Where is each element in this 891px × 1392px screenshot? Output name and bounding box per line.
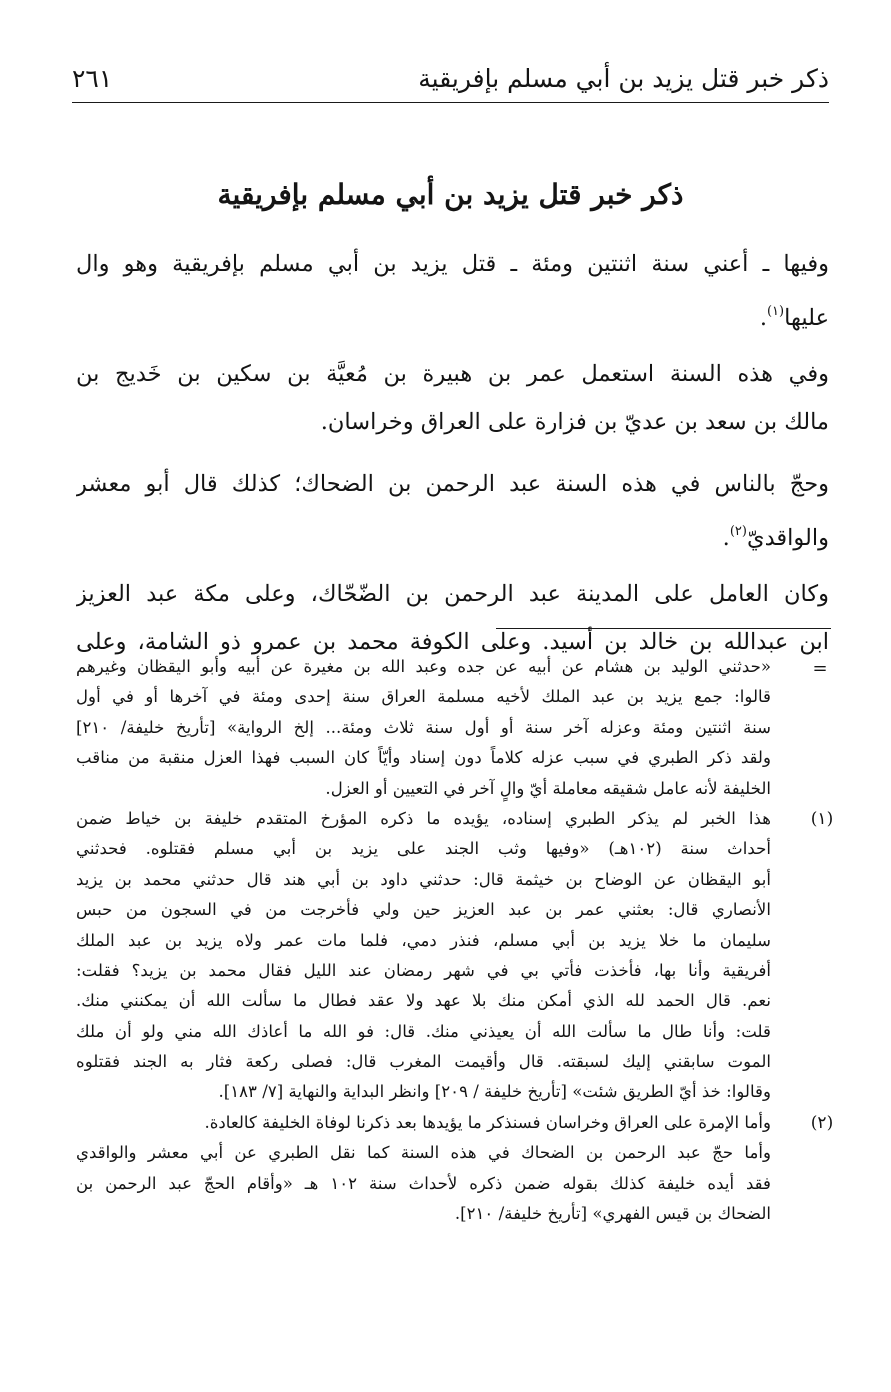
- body-line: [76, 508, 829, 556]
- running-title: ذكر خبر قتل يزيد بن أبي مسلم بإفريقية: [418, 64, 829, 93]
- footnote-line: وأما الإمرة على العراق وخراسان فسنذكر ما يؤيدها بعد ذكرنا لوفاة الخليفة كالعادة.: [204, 1112, 771, 1132]
- footnote-line: وأما حجّ عبد الرحمن بن الضحاك في هذه السنة كما نقل الطبري عن أبي معشر والواقدي: [76, 1143, 771, 1163]
- footnote-rule: [496, 628, 831, 629]
- body-line: ابن عبدالله بن خالد بن أسيد. وعلى الكوفة محمد بن عمرو ذو الشامة، وعلى: [76, 629, 829, 655]
- footnote-line: الأنصاري قال: بعثني عمر بن عبد العزيز حين ولي فأخرجت من في السجون من حبس: [76, 900, 771, 920]
- footnote-line: أفريقية وأنا بها، فأخذت فأتي بي في شهر رمضان عند الليل فقال محمد بن يزيد؟ فقلت:: [76, 960, 771, 980]
- page-number: ٢٦١: [72, 64, 113, 93]
- footnote-line: سليمان ما خلا يزيد بن أبي مسلم، فنذر دمي، فلما مات عمر ولاه يزيد بن عبد الملك: [76, 930, 771, 950]
- footnote-line: الخليفة لأنه عامل شقيقه معاملة أيّ والٍ آخر في التعيين أو العزل.: [325, 778, 771, 798]
- footnote-ref-1[interactable]: (١): [766, 304, 785, 319]
- footnote-continuation: [76, 652, 833, 804]
- footnote-body: [76, 652, 771, 804]
- footnote-line: نعم. قال الحمد لله الذي أمكن منك بلا عهد ولا عقد فطال ما سألت الله أن يمكنني منك.: [76, 991, 771, 1011]
- body-line: مالك بن سعد بن عديّ بن فزارة على العراق وخراسان.: [320, 409, 829, 435]
- footnote-body: [76, 804, 771, 1108]
- footnote-line: وقالوا: خذ أيّ الطريق شئت» [تأريخ خليفة / ٢٠٩] وانظر البداية والنهاية [٧/ ١٨٣].: [218, 1082, 771, 1102]
- footnote-line: فقد أيده خليفة كذلك بقوله ضمن ذكره لأحداث سنة ١٠٢ هـ «وأقام الحجّ عبد الرحمن بن: [76, 1173, 771, 1193]
- footnote-line: الضحاك بن قيس الفهري» [تأريخ خليفة/ ٢١٠].: [454, 1204, 771, 1224]
- footnote-line: أحداث سنة (١٠٢هـ) «وفيها وثب الجند على يزيد بن أبي مسلم فقتلوه. فحدثني: [76, 839, 771, 859]
- body-line-text: والواقديّ: [746, 525, 829, 551]
- footnote-line: الموت سابقني إليك لسبقته. قال وأقيمت المغرب قال: فصلى ركعة فثار به الجند فقتلوه: [76, 1052, 771, 1072]
- body-line: وفيها ـ أعني سنة اثنتين ومئة ـ قتل يزيد بن أبي مسلم بإفريقية وهو وال: [76, 251, 829, 277]
- paragraph-3: [76, 460, 829, 556]
- body-text: [76, 240, 829, 680]
- footnote-marker-2: (٢): [810, 1112, 834, 1133]
- footnote-line: قلت: وأنا طال ما سألت الله أن يعيذني منك. قال: فو الله ما أعاذك الله مني ولو أن ملك: [76, 1021, 771, 1041]
- body-line: وحجّ بالناس في هذه السنة عبد الرحمن بن الضحاك؛ كذلك قال أبو معشر: [76, 471, 829, 497]
- footnote-2: [76, 1108, 833, 1230]
- footnote-line: ولقد ذكر الطبري في سبب عزله كلاماً دون إسناد وأيّاً كان السبب فهذا العزل منقبة من مناقب: [76, 748, 771, 768]
- paragraph-2: [76, 350, 829, 446]
- body-line-text: عليها: [784, 305, 829, 331]
- continuation-marker: =: [812, 658, 828, 679]
- footnotes: [76, 652, 833, 1229]
- paragraph-1: [76, 240, 829, 336]
- line-tail: .: [759, 305, 767, 331]
- line-tail: .: [722, 525, 730, 551]
- footnote-body: [76, 1108, 771, 1230]
- footnote-1: [76, 804, 833, 1108]
- body-line: وكان العامل على المدينة عبد الرحمن بن الضّحّاك، وعلى مكة عبد العزيز: [76, 581, 829, 607]
- footnote-line: سنة اثنتين ومئة وعزله آخر سنة أو أول سنة ثلاث ومئة... إلخ الرواية» [تأريخ خليفة/ ٢١٠]: [76, 717, 771, 737]
- footnote-ref-2[interactable]: (٢): [729, 524, 747, 539]
- running-header: [72, 60, 829, 103]
- section-heading: ذكر خبر قتل يزيد بن أبي مسلم بإفريقية: [217, 178, 684, 211]
- body-line: [76, 288, 829, 336]
- footnote-line: هذا الخبر لم يذكر الطبري إسناده، يؤيده ما ذكره المؤرخ المتقدم خليفة بن خياط ضمن: [76, 808, 771, 828]
- body-line: وفي هذه السنة استعمل عمر بن هبيرة بن مُعيَّة بن سكين بن خَديج بن: [76, 361, 829, 387]
- footnote-marker-1: (١): [810, 808, 834, 829]
- footnote-line: أبو اليقظان عن الوضاح بن خيثمة قال: حدثني داود بن أبي هند قال حدثني محمد بن يزيد: [76, 869, 771, 889]
- footnote-line: «حدثني الوليد بن هشام عن أبيه عن جده وعبد الله بن مغيرة عن أبيه وأبو اليقظان وغيرهم: [76, 657, 771, 676]
- footnote-line: قالوا: جمع يزيد بن عبد الملك لأخيه مسلمة العراق سنة إحدى ومئة في آخرها أو في أول: [76, 687, 771, 707]
